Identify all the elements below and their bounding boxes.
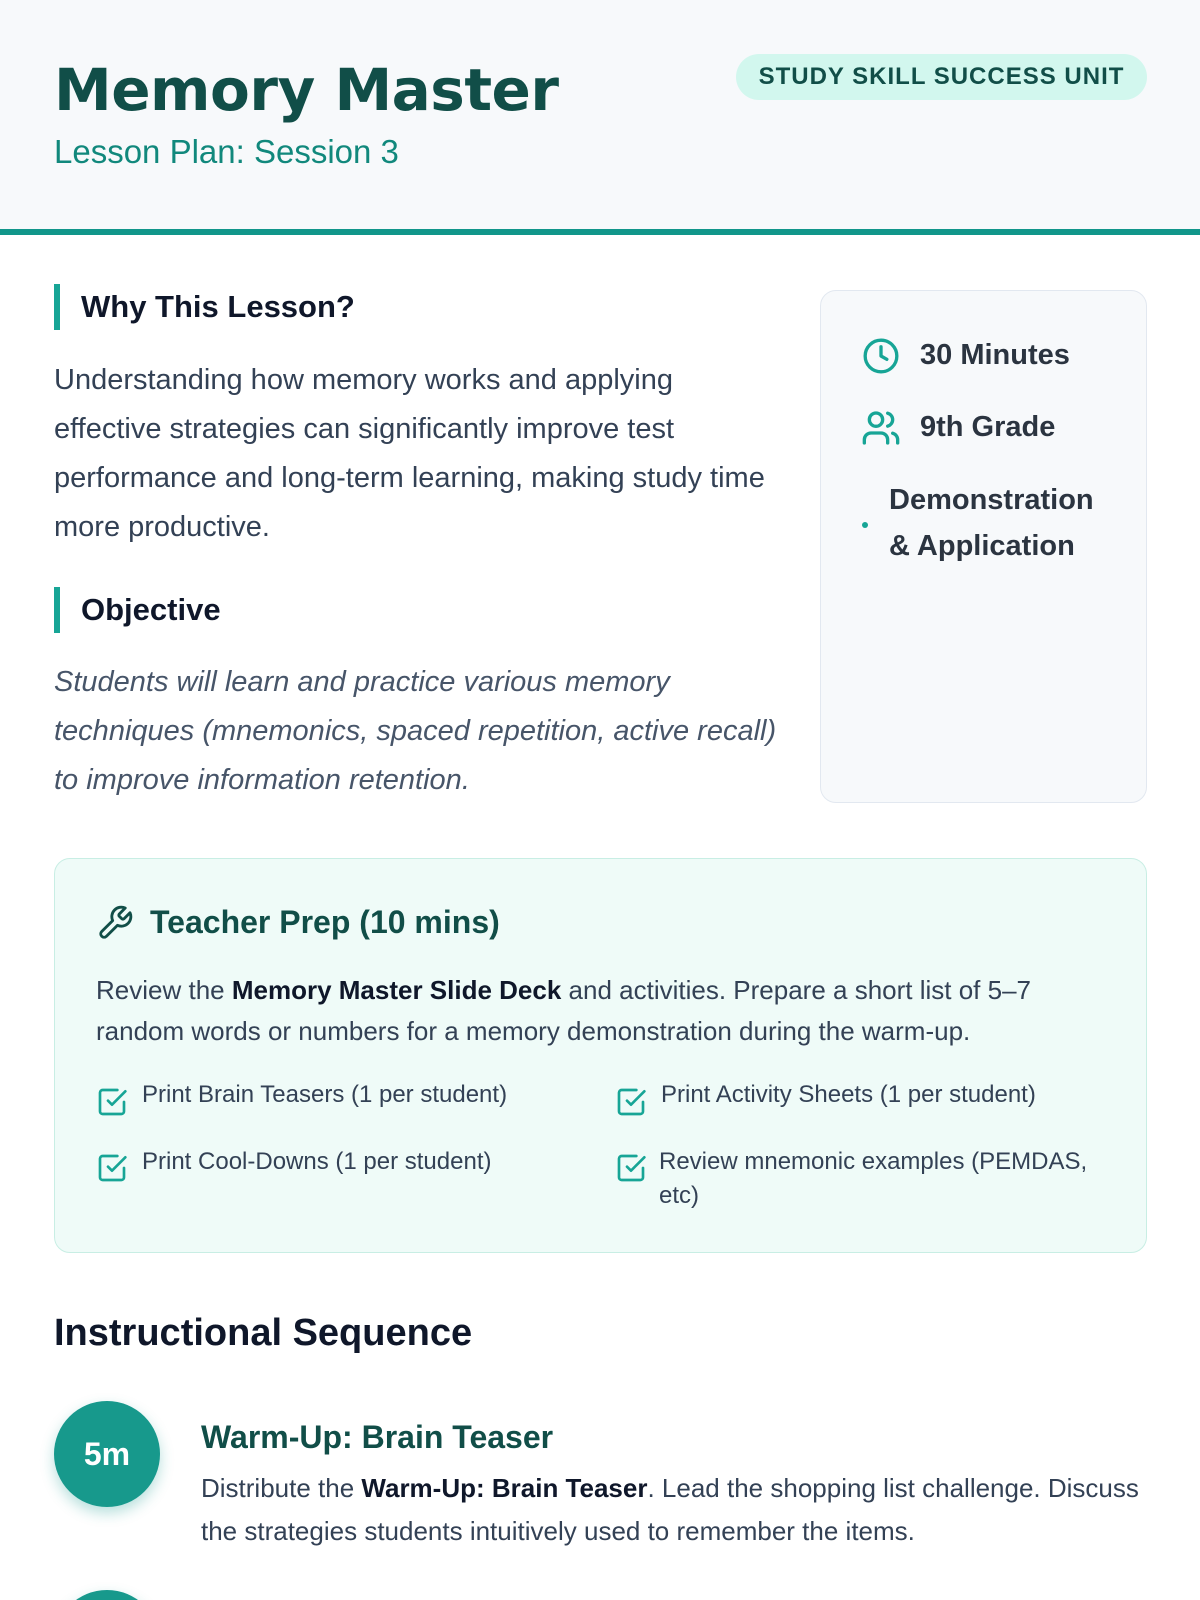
checklist-item: Print Cool-Downs (1 per student) [142, 1148, 492, 1175]
wrench-icon [96, 904, 134, 947]
objective-heading: Objective [54, 587, 221, 633]
slide-deck-name: Memory Master Slide Deck [231, 975, 562, 1005]
objective-text: Students will learn and practice various memory techniques (mnemonics, spaced repetition, active recall) to improve information retention. [54, 666, 777, 796]
step-time-badge: 5m [54, 1401, 160, 1507]
sequence-title: Instructional Sequence [54, 1312, 473, 1354]
checklist-item: Print Brain Teasers (1 per student) [142, 1081, 508, 1108]
dot-icon [862, 522, 868, 528]
teacher-prep-title: Teacher Prep (10 mins) [150, 904, 500, 940]
page-subtitle: Lesson Plan: Session 3 [54, 133, 399, 170]
next-step-badge [54, 1590, 160, 1600]
method-text-line2: & Application [889, 530, 1075, 562]
checklist-item: Print Activity Sheets (1 per student) [661, 1081, 1036, 1108]
checkbox-icon [615, 1152, 647, 1189]
grade-text: 9th Grade [920, 411, 1056, 443]
method-text-line1: Demonstration [889, 484, 1094, 516]
users-icon [861, 408, 901, 453]
checklist-item: Review mnemonic examples (PEMDAS, etc) [659, 1148, 1088, 1209]
clock-icon [861, 336, 901, 381]
checkbox-icon [96, 1152, 128, 1189]
checkbox-icon [615, 1086, 647, 1123]
step-title: Warm-Up: Brain Teaser [201, 1419, 554, 1455]
duration-text: 30 Minutes [920, 339, 1070, 371]
page-title: Memory Master [54, 56, 559, 124]
lesson-header [0, 0, 1200, 235]
step-material-name: Warm-Up: Brain Teaser [361, 1473, 648, 1503]
checkbox-icon [96, 1086, 128, 1123]
teacher-prep-text: Review the Memory Master Slide Deck and activities. Prepare a short list of 5–7 random words or numbers for a memory demonstration during the warm-up. [96, 975, 1032, 1046]
unit-badge: STUDY SKILL SUCCESS UNIT [736, 54, 1147, 100]
why-text: Understanding how memory works and applying effective strategies can significantly improve test performance and long-term learning, making study time more productive. [54, 364, 765, 543]
why-heading: Why This Lesson? [54, 284, 355, 330]
step-description: Distribute the Warm-Up: Brain Teaser. Lead the shopping list challenge. Discuss the strategies students intuitively used to remember the items. [201, 1473, 1139, 1546]
